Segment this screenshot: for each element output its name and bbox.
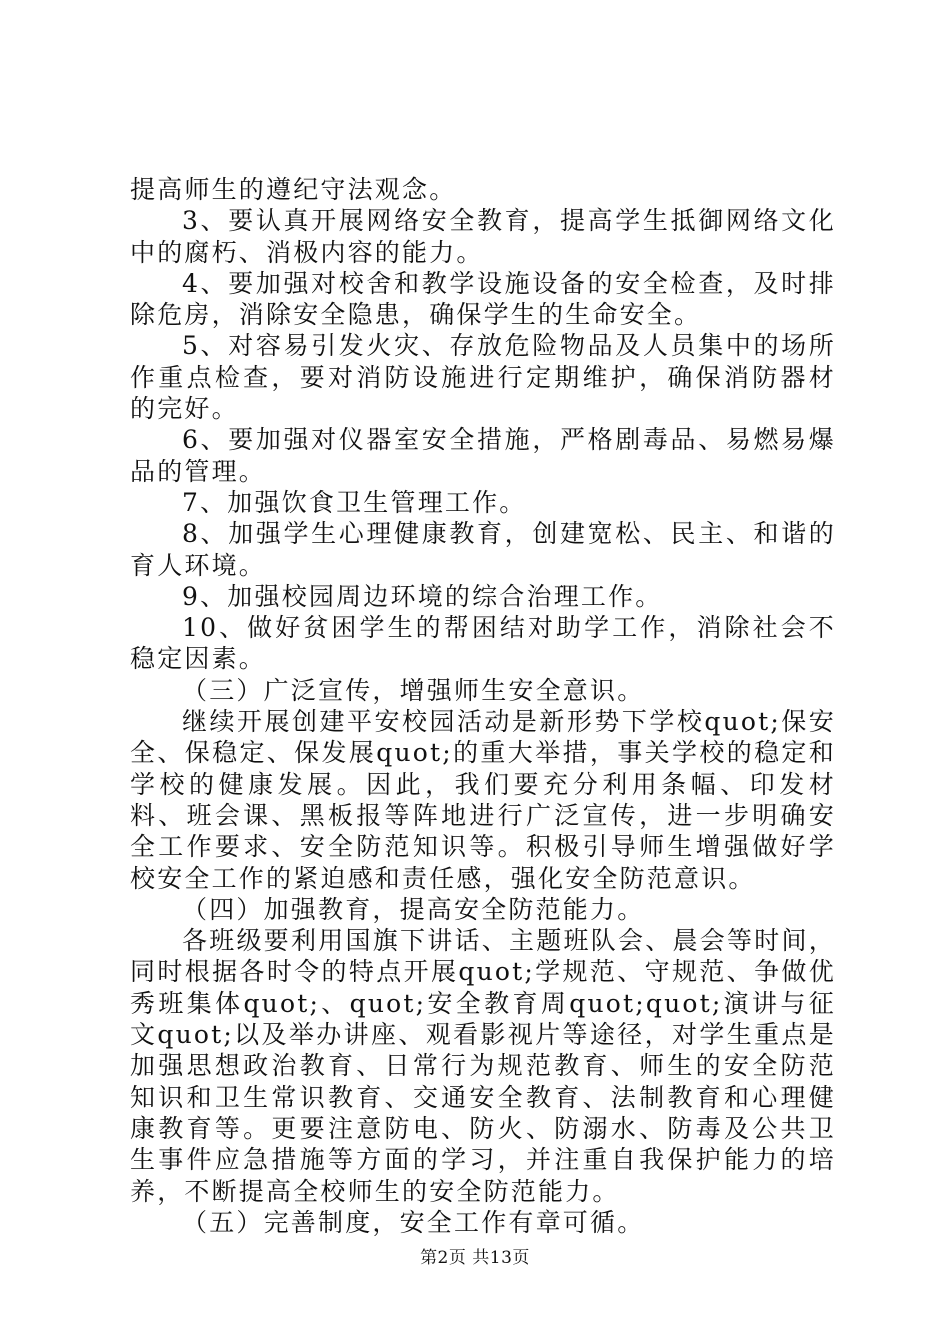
paragraph: 4、要加强对校舍和教学设施设备的安全检查，及时排除危房，消除安全隐患，确保学生的生命安全。 bbox=[130, 268, 836, 330]
paragraph: 3、要认真开展网络安全教育，提高学生抵御网络文化中的腐朽、消极内容的能力。 bbox=[130, 206, 836, 267]
paragraph: 5、对容易引发火灾、存放危险物品及人员集中的场所作重点检查，要对消防设施进行定期维护，确保消防器材的完好。 bbox=[130, 331, 836, 424]
section-heading: （四）加强教育，提高安全防范能力。 bbox=[182, 894, 645, 924]
paragraph: 10、做好贫困学生的帮困结对助学工作，消除社会不稳定因素。 bbox=[130, 613, 836, 674]
paragraph: 8、加强学生心理健康教育，创建宽松、民主、和谐的育人环境。 bbox=[130, 519, 836, 580]
paragraph: 9、加强校园周边环境的综合治理工作。 bbox=[182, 581, 663, 611]
paragraph: 各班级要利用国旗下讲话、主题班队会、晨会等时间，同时根据各时令的特点开展quot;学规范、守规范、争做优秀班集体quot;、quot;安全教育周quot;quot;演讲与征文quot;以及举办讲座、观看影视片等途径，对学生重点是加强思想政治教育、日常行为规范教育、师生的安全防范知识和卫生常识教育、交通安全教育、法制教育和心理健康教育等。更要注意防电、防火、防溺水、防毒及公共卫生事件应急措施等方面的学习，并注重自我保护能力的培养，不断提高全校师生的安全防范能力。 bbox=[130, 926, 836, 1206]
paragraph: 提高师生的遵纪守法观念。 bbox=[130, 175, 457, 204]
section-heading: （五）完善制度，安全工作有章可循。 bbox=[182, 1207, 645, 1237]
page-number-footer: 第2页 共13页 bbox=[420, 1248, 530, 1268]
document-body bbox=[130, 174, 836, 1238]
section-heading: （三）广泛宣传，增强师生安全意识。 bbox=[182, 675, 645, 705]
paragraph: 7、加强饮食卫生管理工作。 bbox=[182, 487, 527, 517]
paragraph: 6、要加强对仪器室安全措施，严格剧毒品、易燃易爆品的管理。 bbox=[130, 425, 836, 486]
paragraph: 继续开展创建平安校园活动是新形势下学校quot;保安全、保稳定、保发展quot;的重大举措，事关学校的稳定和学校的健康发展。因此，我们要充分利用条幅、印发材料、班会课、黑板报等阵地进行广泛宣传，进一步明确安全工作要求、安全防范知识等。积极引导师生增强做好学校安全工作的紧迫感和责任感，强化安全防范意识。 bbox=[130, 707, 836, 893]
